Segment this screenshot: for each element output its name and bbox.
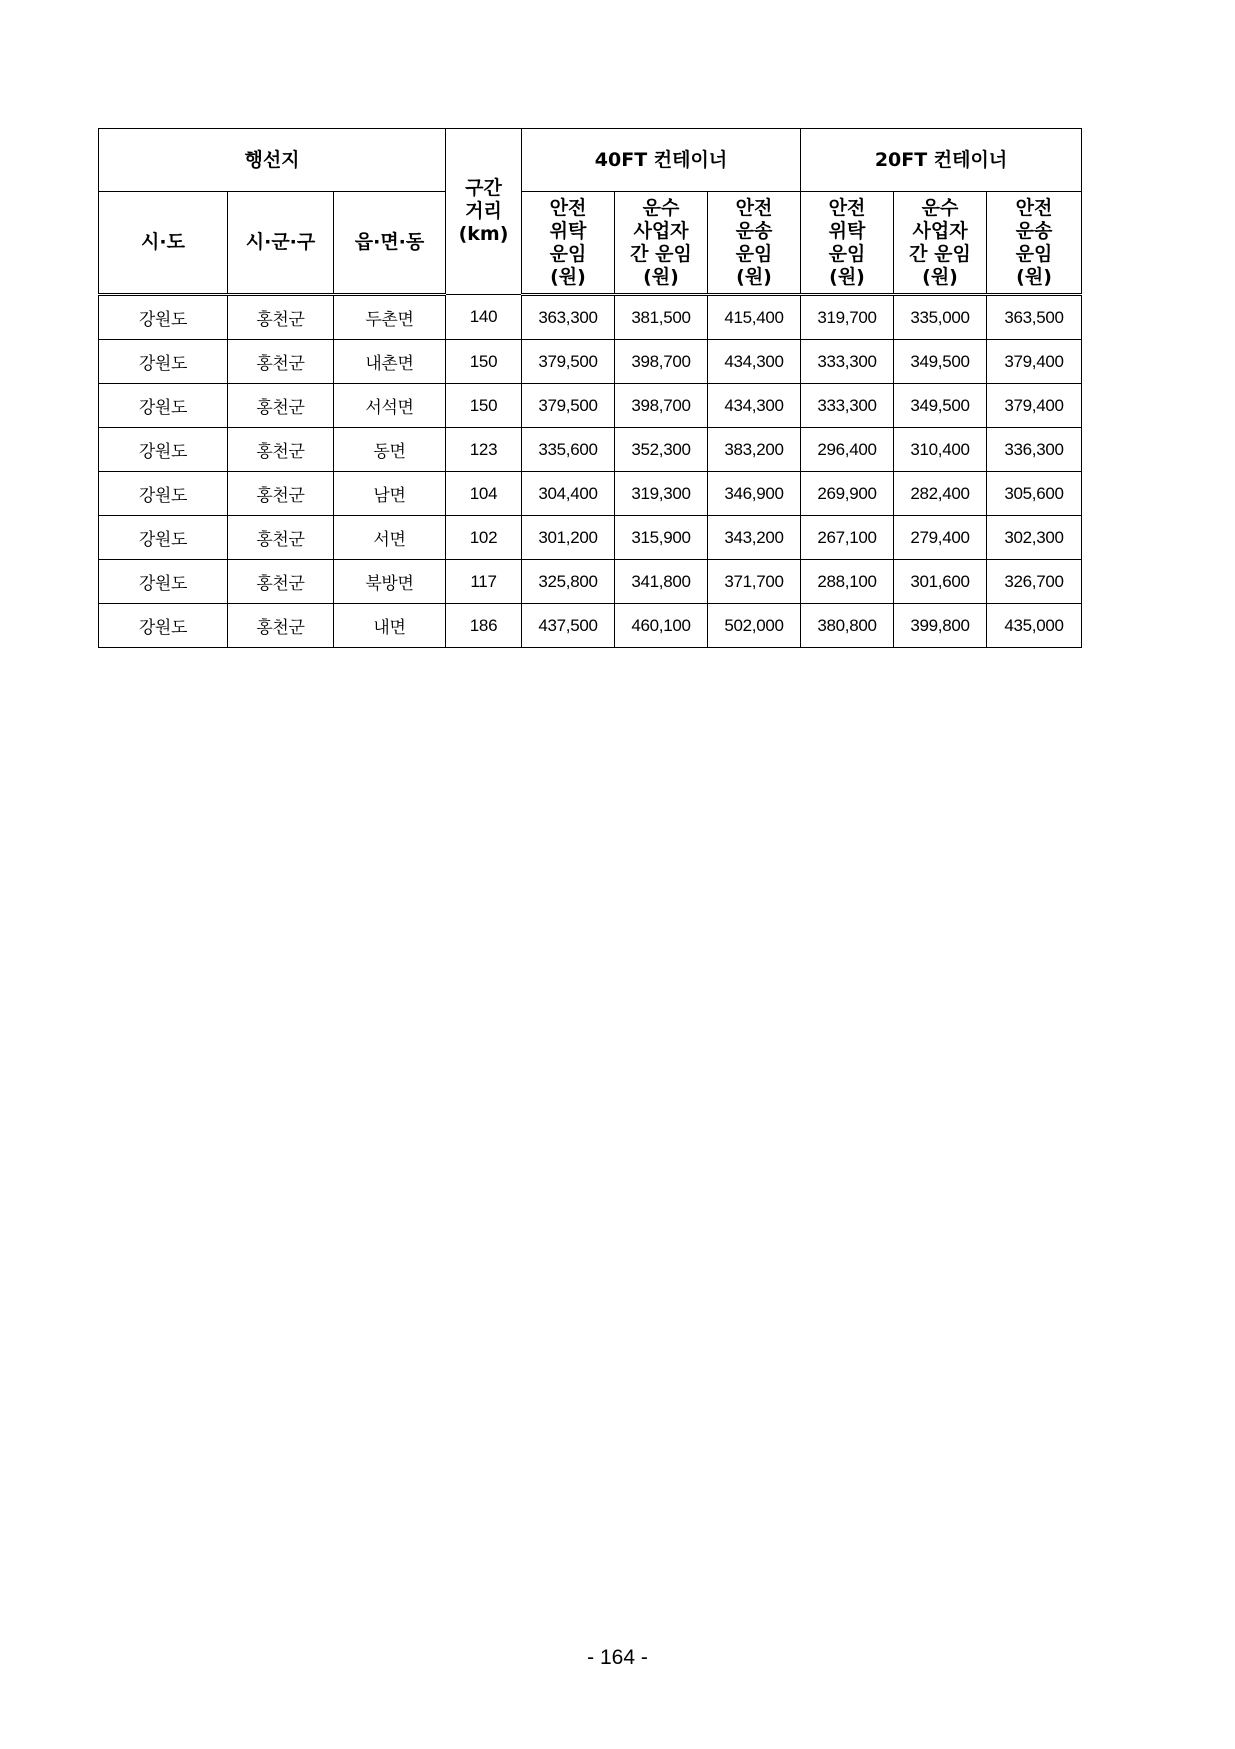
cell-town: 두촌면 [334, 295, 446, 340]
cell-city: 홍천군 [228, 340, 334, 384]
cell-distance: 150 [446, 384, 522, 428]
table-row [99, 428, 1082, 472]
cell-40ft-safe-consign: 379,500 [522, 340, 615, 384]
cell-40ft-carrier: 341,800 [615, 560, 708, 604]
header-line: 운임 [735, 242, 773, 265]
header-line: 운수 [642, 196, 680, 219]
cell-40ft-safe-consign: 379,500 [522, 384, 615, 428]
cell-20ft-carrier: 349,500 [894, 340, 987, 384]
cell-city: 홍천군 [228, 516, 334, 560]
cell-20ft-carrier: 301,600 [894, 560, 987, 604]
cell-20ft-carrier: 310,400 [894, 428, 987, 472]
header-distance-line: 구간 [465, 177, 502, 199]
cell-distance: 123 [446, 428, 522, 472]
cell-20ft-safe-transport: 379,400 [987, 340, 1082, 384]
cell-40ft-safe-consign: 335,600 [522, 428, 615, 472]
cell-20ft-safe-transport: 336,300 [987, 428, 1082, 472]
cell-40ft-safe-transport: 415,400 [708, 295, 801, 340]
cell-20ft-safe-consign: 296,400 [801, 428, 894, 472]
cell-40ft-safe-transport: 371,700 [708, 560, 801, 604]
cell-20ft-carrier: 282,400 [894, 472, 987, 516]
cell-city: 홍천군 [228, 428, 334, 472]
header-line: 운수 [921, 196, 959, 219]
cell-20ft-safe-transport: 363,500 [987, 295, 1082, 340]
cell-distance: 117 [446, 560, 522, 604]
cell-40ft-safe-consign: 304,400 [522, 472, 615, 516]
cell-20ft-safe-consign: 267,100 [801, 516, 894, 560]
cell-20ft-safe-consign: 288,100 [801, 560, 894, 604]
cell-province: 강원도 [99, 516, 228, 560]
header-destination: 행선지 [99, 129, 446, 192]
cell-20ft-safe-transport: 302,300 [987, 516, 1082, 560]
header-line: 위탁 [549, 219, 587, 242]
cell-20ft-safe-consign: 333,300 [801, 340, 894, 384]
table-row [99, 340, 1082, 384]
header-line: (원) [829, 265, 865, 288]
cell-town: 남면 [334, 472, 446, 516]
cell-20ft-carrier: 349,500 [894, 384, 987, 428]
page-number: - 164 - [587, 1646, 648, 1669]
header-line: 사업자 [633, 219, 689, 242]
header-line: (원) [736, 265, 772, 288]
table-row [99, 516, 1082, 560]
cell-20ft-carrier: 335,000 [894, 295, 987, 340]
cell-20ft-safe-transport: 435,000 [987, 604, 1082, 648]
header-line: (원) [643, 265, 679, 288]
header-line: 간 운임 [630, 242, 692, 265]
header-distance-line: (km) [458, 223, 509, 245]
header-20ft-carrier-rate [894, 192, 987, 295]
cell-40ft-carrier: 398,700 [615, 384, 708, 428]
header-line: 간 운임 [909, 242, 971, 265]
cell-town: 동면 [334, 428, 446, 472]
cell-40ft-safe-consign: 437,500 [522, 604, 615, 648]
header-province: 시·도 [99, 192, 228, 295]
cell-province: 강원도 [99, 560, 228, 604]
table-row [99, 472, 1082, 516]
cell-province: 강원도 [99, 604, 228, 648]
header-distance-line: 거리 [465, 200, 502, 222]
header-40ft-carrier-rate [615, 192, 708, 295]
header-line: 운송 [1015, 219, 1053, 242]
cell-distance: 150 [446, 340, 522, 384]
cell-40ft-safe-transport: 434,300 [708, 384, 801, 428]
header-line: 안전 [828, 196, 866, 219]
header-line: 운송 [735, 219, 773, 242]
header-line: 사업자 [912, 219, 968, 242]
cell-40ft-safe-transport: 383,200 [708, 428, 801, 472]
cell-city: 홍천군 [228, 560, 334, 604]
cell-province: 강원도 [99, 295, 228, 340]
header-line: 운임 [828, 242, 866, 265]
cell-town: 내면 [334, 604, 446, 648]
header-line: (원) [922, 265, 958, 288]
cell-20ft-safe-transport: 379,400 [987, 384, 1082, 428]
cell-40ft-safe-transport: 502,000 [708, 604, 801, 648]
cell-40ft-safe-consign: 363,300 [522, 295, 615, 340]
cell-province: 강원도 [99, 384, 228, 428]
cell-40ft-safe-transport: 346,900 [708, 472, 801, 516]
cell-province: 강원도 [99, 428, 228, 472]
header-city: 시·군·구 [228, 192, 334, 295]
header-40ft-container: 40FT 컨테이너 [522, 129, 801, 192]
header-town: 읍·면·동 [334, 192, 446, 295]
cell-town: 내촌면 [334, 340, 446, 384]
cell-40ft-carrier: 315,900 [615, 516, 708, 560]
cell-40ft-carrier: 319,300 [615, 472, 708, 516]
cell-town: 북방면 [334, 560, 446, 604]
table-row [99, 295, 1082, 340]
header-distance [446, 129, 522, 295]
table-header [99, 129, 1082, 295]
header-20ft-safe-consign-rate [801, 192, 894, 295]
cell-city: 홍천군 [228, 604, 334, 648]
cell-40ft-carrier: 352,300 [615, 428, 708, 472]
cell-40ft-safe-transport: 343,200 [708, 516, 801, 560]
header-line: 운임 [549, 242, 587, 265]
header-line: 위탁 [828, 219, 866, 242]
header-line: 안전 [1015, 196, 1053, 219]
table-row [99, 560, 1082, 604]
header-20ft-safe-transport-rate [987, 192, 1082, 295]
cell-20ft-safe-transport: 305,600 [987, 472, 1082, 516]
cell-distance: 102 [446, 516, 522, 560]
table-row [99, 384, 1082, 428]
cell-20ft-safe-consign: 380,800 [801, 604, 894, 648]
cell-40ft-safe-consign: 325,800 [522, 560, 615, 604]
header-20ft-container: 20FT 컨테이너 [801, 129, 1082, 192]
cell-province: 강원도 [99, 340, 228, 384]
cell-city: 홍천군 [228, 295, 334, 340]
freight-rate-table [98, 128, 1082, 648]
cell-40ft-carrier: 398,700 [615, 340, 708, 384]
header-line: (원) [550, 265, 586, 288]
cell-20ft-safe-consign: 269,900 [801, 472, 894, 516]
header-40ft-safe-consign-rate [522, 192, 615, 295]
cell-distance: 140 [446, 295, 522, 340]
cell-20ft-carrier: 399,800 [894, 604, 987, 648]
cell-20ft-safe-consign: 333,300 [801, 384, 894, 428]
table-body [99, 295, 1082, 648]
cell-40ft-safe-transport: 434,300 [708, 340, 801, 384]
cell-province: 강원도 [99, 472, 228, 516]
header-line: 안전 [549, 196, 587, 219]
cell-distance: 186 [446, 604, 522, 648]
cell-40ft-carrier: 381,500 [615, 295, 708, 340]
cell-city: 홍천군 [228, 384, 334, 428]
cell-town: 서면 [334, 516, 446, 560]
cell-20ft-carrier: 279,400 [894, 516, 987, 560]
cell-town: 서석면 [334, 384, 446, 428]
cell-20ft-safe-transport: 326,700 [987, 560, 1082, 604]
table-row [99, 604, 1082, 648]
cell-40ft-carrier: 460,100 [615, 604, 708, 648]
cell-distance: 104 [446, 472, 522, 516]
header-line: 안전 [735, 196, 773, 219]
cell-20ft-safe-consign: 319,700 [801, 295, 894, 340]
header-40ft-safe-transport-rate [708, 192, 801, 295]
header-line: (원) [1016, 265, 1052, 288]
header-line: 운임 [1015, 242, 1053, 265]
cell-40ft-safe-consign: 301,200 [522, 516, 615, 560]
cell-city: 홍천군 [228, 472, 334, 516]
